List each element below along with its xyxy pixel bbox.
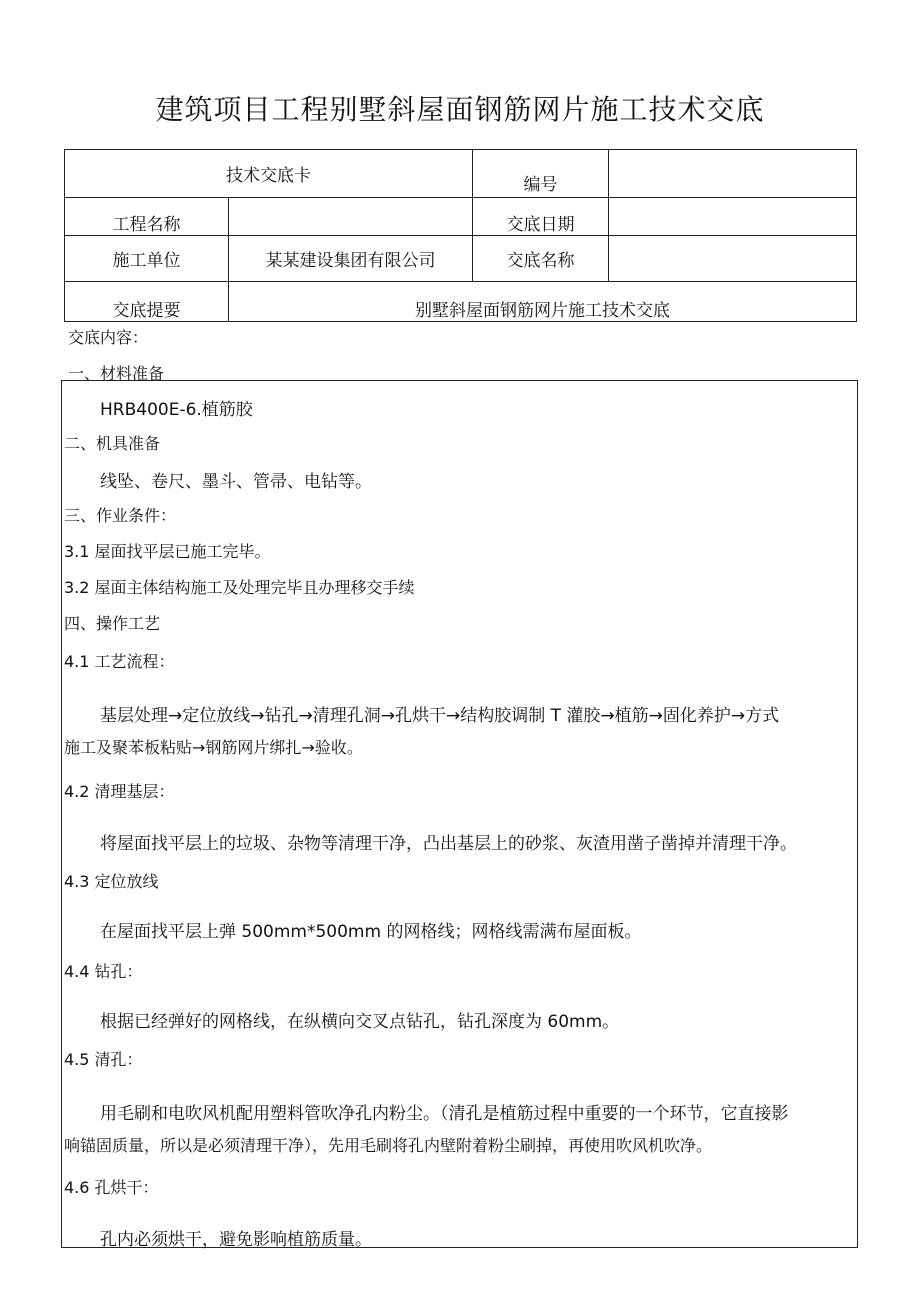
process-flow-line-2: 施工及聚苯板粘贴→钢筋网片绑扎→验收。	[64, 738, 363, 757]
heading-4-3: 4.3 定位放线	[64, 872, 159, 891]
hole-cleaning-line-2: 响锚固质量，所以是必须清理干净），先用毛刷将孔内壁附着粉尘刷掉，再使用吹风机吹净。	[64, 1136, 713, 1155]
date-value	[609, 198, 857, 236]
disclosure-card-table	[64, 149, 857, 322]
section-conditions: 三、作业条件：	[64, 506, 177, 525]
layout-text: 在屋面找平层上弹 500mm*500mm 的网格线；网格线需满布屋面板。	[100, 922, 642, 942]
number-value	[609, 150, 857, 198]
summary-value: 别墅斜屋面钢筋网片施工技术交底	[229, 282, 857, 322]
heading-4-6: 4.6 孔烘干：	[64, 1178, 159, 1197]
document-title: 建筑项目工程别墅斜屋面钢筋网片施工技术交底	[155, 93, 765, 126]
content-label: 交底内容：	[68, 328, 149, 347]
heading-4-4: 4.4 钻孔：	[64, 962, 143, 981]
clean-base-text: 将屋面找平层上的垃圾、杂物等清理干净，凸出基层上的砂浆、灰渣用凿子凿掉并清理干净。	[100, 834, 797, 854]
section-materials: 一、材料准备	[68, 364, 165, 383]
condition-3-1: 3.1 屋面找平层已施工完毕。	[64, 542, 271, 561]
heading-4-2: 4.2 清理基层：	[64, 782, 175, 801]
section-tools: 二、机具准备	[64, 434, 161, 453]
card-heading: 技术交底卡	[65, 150, 473, 198]
content-box	[61, 380, 858, 1248]
condition-3-2: 3.2 屋面主体结构施工及处理完毕且办理移交手续	[64, 578, 415, 597]
project-name-label: 工程名称	[65, 198, 229, 236]
name-label: 交底名称	[473, 236, 609, 282]
heading-4-5: 4.5 清孔：	[64, 1050, 143, 1069]
project-name-value	[229, 198, 473, 236]
section-process: 四、操作工艺	[64, 614, 161, 633]
number-label: 编号	[473, 150, 609, 198]
hole-cleaning-line-1: 用毛刷和电吹风机配用塑料管吹净孔内粉尘。（清孔是植筋过程中重要的一个环节，它直接影	[100, 1104, 789, 1124]
name-value	[609, 236, 857, 282]
drying-text: 孔内必须烘干，避免影响植筋质量。	[100, 1230, 372, 1250]
drilling-text: 根据已经弹好的网格线，在纵横向交叉点钻孔，钻孔深度为 60mm。	[100, 1012, 620, 1032]
summary-label: 交底提要	[65, 282, 229, 322]
date-label: 交底日期	[473, 198, 609, 236]
heading-4-1: 4.1 工艺流程：	[64, 652, 175, 671]
materials-text: HRB400E-6.植筋胶	[100, 400, 253, 420]
process-flow-line-1: 基层处理→定位放线→钻孔→清理孔洞→孔烘干→结构胶调制 T 灌胶→植筋→固化养护→方式	[100, 706, 780, 726]
tools-text: 线坠、卷尺、墨斗、管帚、电钻等。	[100, 472, 372, 492]
unit-value: 某某建设集团有限公司	[229, 236, 473, 282]
unit-label: 施工单位	[65, 236, 229, 282]
